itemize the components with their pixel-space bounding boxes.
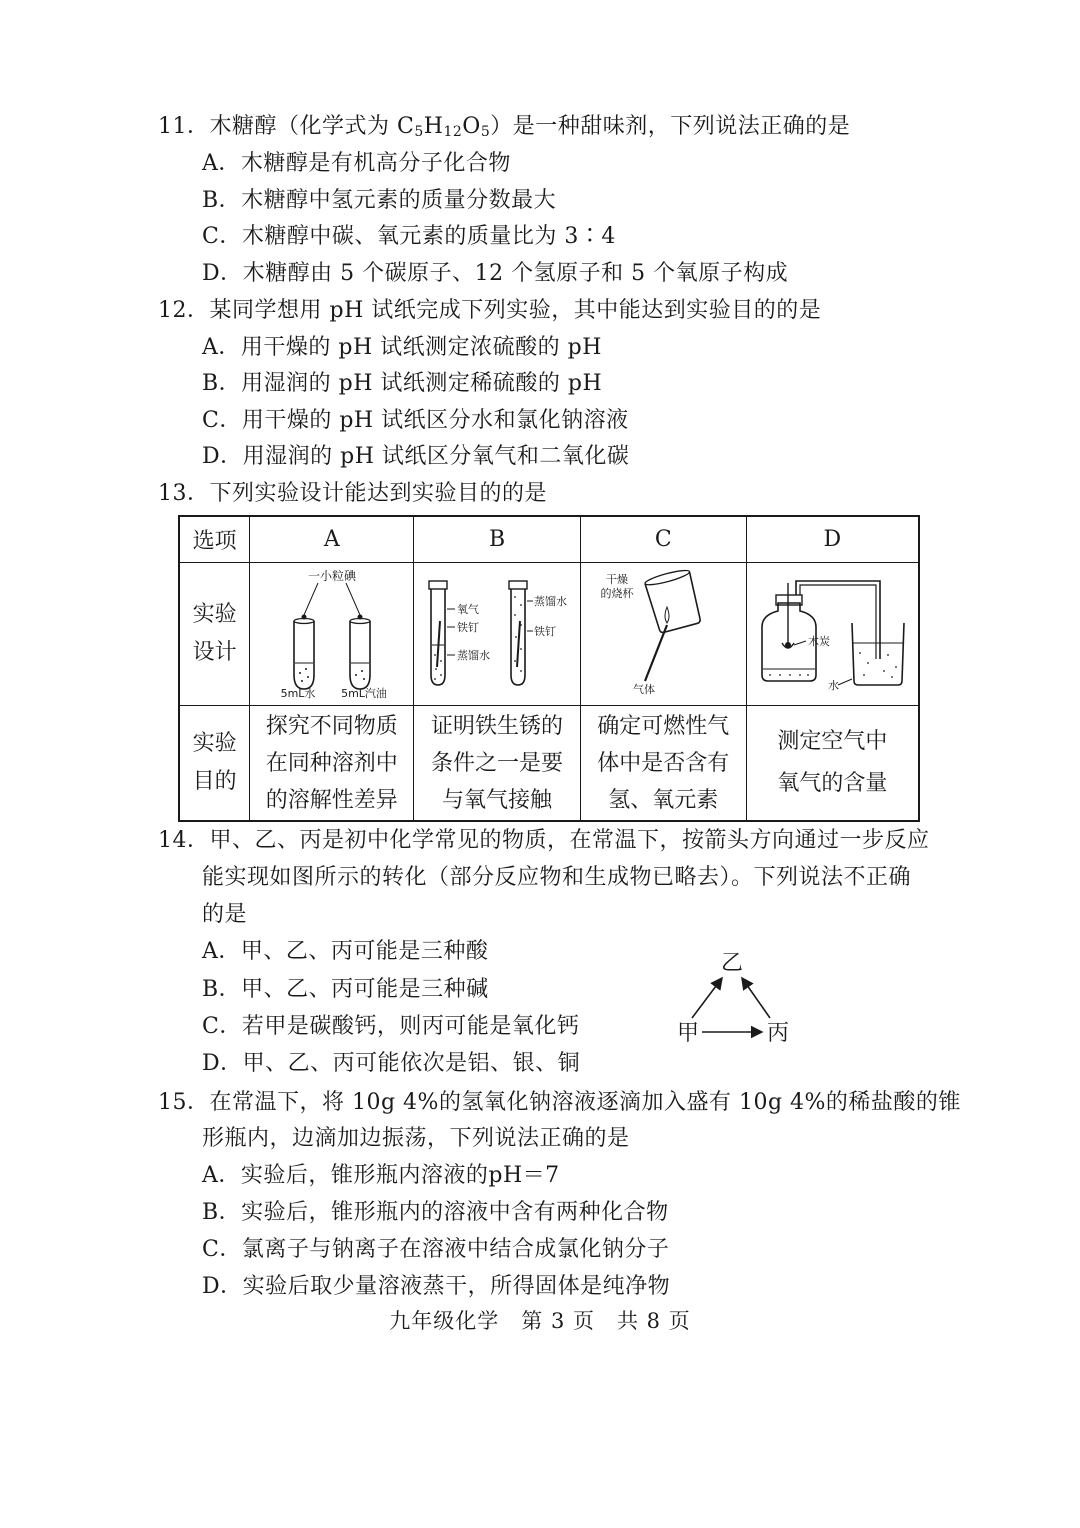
label-nail-right: 铁钉: [534, 625, 557, 638]
q11-option-a: A．木糖醇是有机高分子化合物: [202, 151, 511, 176]
label-nail-left: 铁钉: [457, 621, 480, 634]
label-beaker: 的烧杯: [600, 587, 634, 600]
q15-option-d: D．实验后取少量溶液蒸干，所得固体是纯净物: [202, 1274, 671, 1299]
q14-option-b: B．甲、乙、丙可能是三种碱: [202, 977, 489, 1002]
label-water-right: 蒸馏水: [534, 595, 568, 608]
header-a: A: [250, 516, 414, 563]
label-5ml-gasoline: 5mL汽油: [340, 687, 387, 699]
q12-option-c: C．用干燥的 pH 试纸区分水和氯化钠溶液: [202, 408, 629, 433]
q11-stem: 11．木糖醇（化学式为 $C_5H_{12}O_5$）是一种甜味剂，下列说法正确的是: [158, 114, 851, 140]
purpose-d: 测定空气中 氧气的含量: [746, 706, 919, 822]
purpose-label: 实验 目的: [179, 706, 250, 822]
purpose-b: 证明铁生锈的 条件之一是要 与氧气接触: [414, 706, 581, 822]
page-footer: 九年级化学 第 3 页 共 8 页: [389, 1309, 691, 1333]
label-oxygen: 氧气: [457, 603, 480, 616]
design-b-cell: [414, 563, 581, 706]
q12-option-d: D．用湿润的 pH 试纸区分氧气和二氧化碳: [202, 444, 630, 469]
q15-stem-line1: 15．在常温下，将 10g 4%的氢氧化钠溶液逐滴加入盛有 10g 4%的稀盐酸的锥: [158, 1090, 961, 1115]
q13-stem: 13．下列实验设计能达到实验目的的是: [158, 481, 547, 506]
label-dry: 干燥: [606, 573, 629, 586]
q15-stem-line2: 形瓶内，边滴加边振荡，下列说法正确的是: [202, 1126, 630, 1151]
diagram-b-iron-rust-tubes: [417, 563, 577, 699]
node-bing: 丙: [766, 1021, 790, 1046]
table-header-row: [179, 516, 919, 563]
q12-option-b: B．用湿润的 pH 试纸测定稀硫酸的 pH: [202, 371, 603, 396]
header-c: C: [580, 516, 746, 563]
diagram-d-oxygen-content: [748, 563, 916, 699]
q15-option-b: B．实验后，锥形瓶内的溶液中含有两种化合物: [202, 1200, 669, 1225]
purpose-c: 确定可燃性气 体中是否含有 氢、氧元素: [580, 706, 746, 822]
label-iodine: 一小粒碘: [307, 569, 356, 583]
q14-option-d: D．甲、乙、丙可能依次是铝、银、铜: [202, 1051, 581, 1076]
q12-stem: 12．某同学想用 pH 试纸完成下列实验，其中能达到实验目的的是: [158, 298, 822, 323]
table-purpose-row: [179, 706, 919, 822]
label-water-left: 蒸馏水: [457, 649, 491, 662]
q15-option-c: C．氯离子与钠离子在溶液中结合成氯化钠分子: [202, 1237, 670, 1262]
q14-option-c: C．若甲是碳酸钙，则丙可能是氧化钙: [202, 1014, 580, 1039]
q11-option-c: C．木糖醇中碳、氧元素的质量比为 3∶4: [202, 224, 616, 249]
node-yi: 乙: [720, 951, 744, 976]
header-d: D: [746, 516, 919, 563]
design-c-cell: [580, 563, 746, 706]
purpose-a: 探究不同物质 在同种溶剂中 的溶解性差异: [250, 706, 414, 822]
design-d-cell: [746, 563, 919, 706]
q14-stem-line1: 14．甲、乙、丙是初中化学常见的物质，在常温下，按箭头方向通过一步反应: [158, 828, 930, 853]
q14-transformation-diagram: [668, 944, 808, 1048]
label-charcoal: 木炭: [808, 635, 831, 648]
q14-option-a: A．甲、乙、丙可能是三种酸: [202, 939, 489, 964]
diagram-c-beaker-flame: [583, 563, 743, 699]
label-gas: 气体: [633, 683, 656, 696]
q14-stem-line3: 的是: [202, 902, 248, 927]
design-label: 实验 设计: [179, 563, 250, 706]
header-option: 选项: [179, 516, 250, 563]
label-5ml-water: 5mL水: [280, 687, 316, 699]
q14-stem-line2: 能实现如图所示的转化（部分反应物和生成物已略去）。下列说法不正确: [202, 865, 912, 890]
design-a-cell: [250, 563, 414, 706]
header-b: B: [414, 516, 581, 563]
q12-option-a: A．用干燥的 pH 试纸测定浓硫酸的 pH: [202, 335, 602, 360]
node-jia: 甲: [676, 1021, 700, 1046]
label-water-beaker: 水: [828, 679, 840, 692]
table-design-row: [179, 563, 919, 706]
q15-option-a: A．实验后，锥形瓶内溶液的pH＝7: [202, 1163, 560, 1188]
q11-option-b: B．木糖醇中氢元素的质量分数最大: [202, 188, 557, 213]
experiment-table: [178, 515, 920, 822]
diagram-a-iodine-test-tubes: [252, 563, 412, 699]
q11-option-d: D．木糖醇由 5 个碳原子、12 个氢原子和 5 个氧原子构成: [202, 261, 789, 286]
